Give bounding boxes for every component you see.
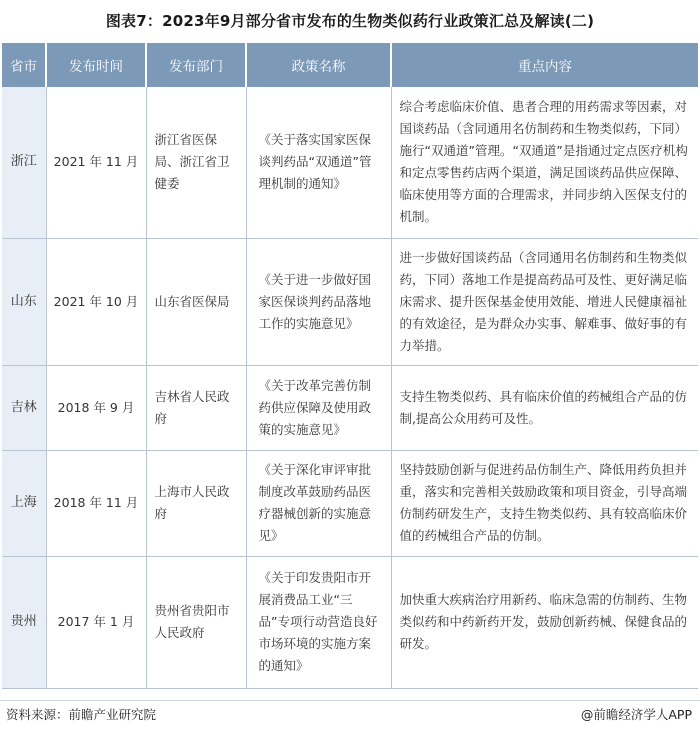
policy-table (2, 43, 698, 689)
cell-key-content: 进一步做好国谈药品（含同通用名仿制药和生物类似药，下同）落地工作是提高药品可及性、更好满足临床需求、提升医保基金使用效能、增进人民健康福祉的有效途径，是为群众办实事、解难事、做好事的有力举措。 (391, 238, 698, 365)
cell-dept: 贵州省贵阳市人民政府 (146, 556, 246, 688)
cell-province: 吉林 (2, 365, 46, 450)
cell-time: 2021 年 10 月 (46, 238, 146, 365)
header-province: 省市 (2, 43, 46, 87)
cell-dept: 浙江省医保局、浙江省卫健委 (146, 87, 246, 238)
cell-policy-name: 《关于落实国家医保谈判药品“双通道”管理机制的通知》 (246, 87, 391, 238)
cell-key-content: 支持生物类似药、具有临床价值的药械组合产品的仿制,提高公众用药可及性。 (391, 365, 698, 450)
header-policy-name: 政策名称 (246, 43, 391, 87)
table-row (2, 365, 698, 450)
cell-time: 2018 年 11 月 (46, 450, 146, 556)
cell-key-content: 综合考虑临床价值、患者合理的用药需求等因素，对国谈药品（含同通用名仿制药和生物类似药，下同）施行“双通道”管理。“双通道”是指通过定点医疗机构和定点零售药店两个渠道，满足国谈药品供应保障、临床使用等方面的合理需求，并同步纳入医保支付的机制。 (391, 87, 698, 238)
table-row (2, 450, 698, 556)
cell-policy-name: 《关于改革完善仿制药供应保障及使用政策的实施意见》 (246, 365, 391, 450)
cell-dept: 上海市人民政府 (146, 450, 246, 556)
table-row (2, 238, 698, 365)
table-row (2, 556, 698, 688)
cell-key-content: 加快重大疾病治疗用新药、临床急需的仿制药、生物类似药和中药新药开发，鼓励创新药械、保健食品的研发。 (391, 556, 698, 688)
chart-title: 图表7：2023年9月部分省市发布的生物类似药行业政策汇总及解读(二) (105, 12, 595, 30)
footer (0, 700, 700, 724)
cell-province: 浙江 (2, 87, 46, 238)
header-key-content: 重点内容 (391, 43, 698, 87)
cell-policy-name: 《关于进一步做好国家医保谈判药品落地工作的实施意见》 (246, 238, 391, 365)
source-note: 资料来源：前瞻产业研究院 (6, 707, 157, 722)
app-credit: @前瞻经济学人APP (580, 707, 692, 722)
cell-time: 2018 年 9 月 (46, 365, 146, 450)
cell-dept: 吉林省人民政府 (146, 365, 246, 450)
cell-dept: 山东省医保局 (146, 238, 246, 365)
header-time: 发布时间 (46, 43, 146, 87)
header-dept: 发布部门 (146, 43, 246, 87)
table-header-row (2, 43, 698, 87)
cell-province: 上海 (2, 450, 46, 556)
cell-policy-name: 《关于印发贵阳市开展消费品工业“三品”专项行动营造良好市场环境的实施方案的通知》 (246, 556, 391, 688)
table-row (2, 87, 698, 238)
cell-province: 贵州 (2, 556, 46, 688)
cell-policy-name: 《关于深化审评审批制度改革鼓励药品医疗器械创新的实施意见》 (246, 450, 391, 556)
cell-time: 2017 年 1 月 (46, 556, 146, 688)
cell-province: 山东 (2, 238, 46, 365)
cell-time: 2021 年 11 月 (46, 87, 146, 238)
cell-key-content: 坚持鼓励创新与促进药品仿制生产、降低用药负担并重，落实和完善相关鼓励政策和项目资金，引导高端仿制药研发生产，支持生物类似药、具有较高临床价值的药械组合产品的仿制。 (391, 450, 698, 556)
